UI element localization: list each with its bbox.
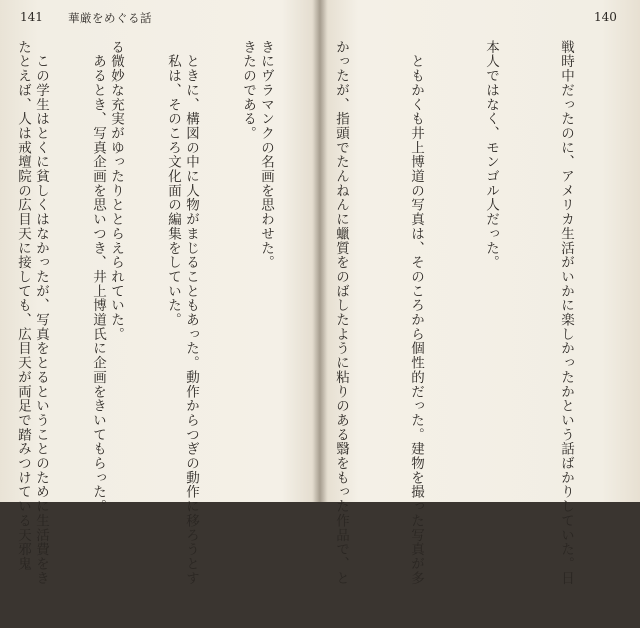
page-number-left: 141 <box>20 10 43 24</box>
text-line: 私は、そのころ文化面の編集をしていた。 <box>165 40 181 327</box>
text-line: きたのである。 <box>240 40 256 141</box>
text-line: ともかくも井上博道の写真は、そのころから個性的だった。建物を撮った写真が多 <box>408 40 424 586</box>
text-line: きにヴラマンクの名画を思わせた。 <box>258 40 274 270</box>
text-line: 本人ではなく、モンゴル人だった。 <box>483 40 499 270</box>
text-line: る微妙な充実がゆったりととらえられていた。 <box>108 40 124 342</box>
page-number-right: 140 <box>594 10 617 24</box>
text-line: あるとき、写真企画を思いつき、井上博道氏に企画をきいてもらった。 <box>90 40 106 514</box>
text-line: たとえば、人は戒壇院の広目天に接しても、広目天が両足で踏みつけている天邪鬼 <box>15 40 31 571</box>
text-line: かったが、指頭でたんねんに蠟質をのばしたように粘りのある翳をもった作品で、と <box>333 40 349 586</box>
text-line: この学生はとくに貧しくはなかったが、写真をとるということのために生活費をき <box>33 40 49 586</box>
text-line: 戦時中だったのに、アメリカ生活がいかに楽しかったかという話ばかりしていた。日 <box>558 40 574 586</box>
running-head: 華厳をめぐる話 <box>68 11 152 25</box>
text-line: ときに、構図の中に人物がまじることもあった。動作からつぎの動作に移ろうとす <box>183 40 199 586</box>
